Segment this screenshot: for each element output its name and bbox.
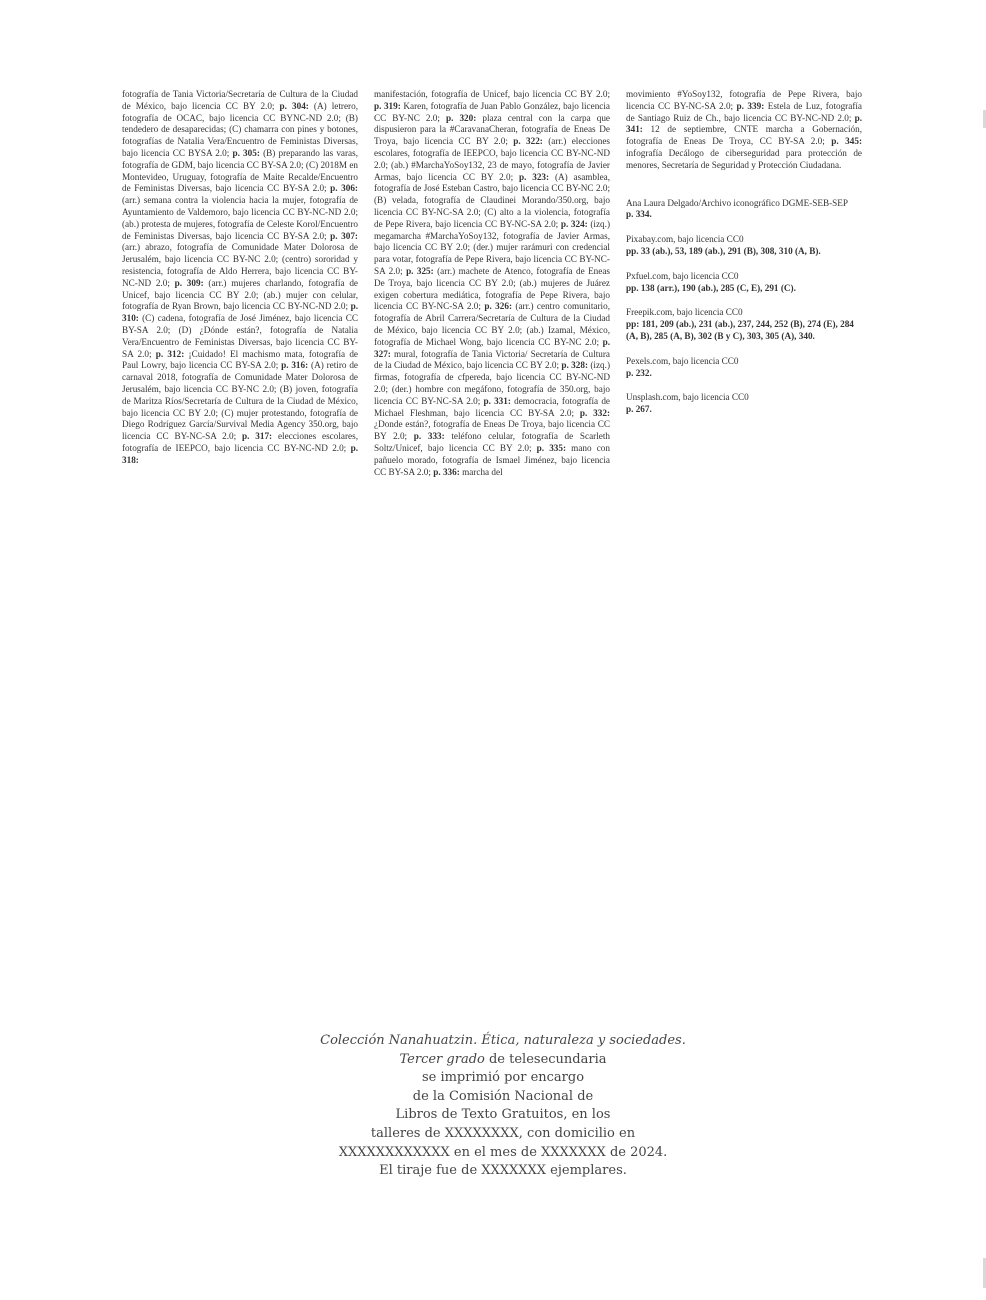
credit-text: (A) letrero, fotografía de OCAC, bajo licencia CC BYNC-ND 2.0; (B) tendedero de desaparecidas; (C) chamarra con pines y botones, fotografías de Natalia Vera/Encuentro de Feministas Diversas, bajo licencia CC BYSA 2.0; <box>122 100 358 158</box>
credit-text: democracia, fotografía de Michael Fleshman, bajo licencia CC BY-SA 2.0; <box>374 395 610 418</box>
page-reference: p. 306: <box>330 183 358 194</box>
page-reference: p. 339: <box>736 100 765 111</box>
page-reference: p. 336: <box>433 466 460 477</box>
colophon-grade: Tercer grado <box>399 1051 485 1067</box>
credits-column-3-paragraph <box>626 89 862 172</box>
colophon-line: XXXXXXXXXXXX en el mes de XXXXXXX de 2024. <box>338 1144 668 1160</box>
credit-text: manifestación, fotografía de Unicef, bajo licencia CC BY 2.0; <box>374 89 610 99</box>
page-reference: p. 322: <box>513 136 543 147</box>
credits-column-1 <box>122 89 358 467</box>
page-reference: p. 335: <box>536 442 567 453</box>
page-reference: p. 317: <box>242 431 273 442</box>
credit-block-pxfuel <box>626 271 862 295</box>
credit-text: (izq.) firmas, fotografía de cfpereda, bajo licencia CC BY-NC-ND 2.0; (der.) hombre con megáfono, fotografía de 350.org, bajo licencia CC BY-NC-SA 2.0; <box>374 360 610 406</box>
page-reference: p. 316: <box>281 360 309 371</box>
credit-text: elecciones escolares, fotografía de IEEPCO, bajo licencia CC BY-NC-ND 2.0; <box>122 431 358 453</box>
page-reference: p. 341: <box>626 112 862 135</box>
credit-source: Ana Laura Delgado/Archivo iconográfico DGME-SEB-SEP <box>626 197 848 208</box>
page-reference: p. 309: <box>174 277 204 288</box>
credit-source: Pixabay.com, bajo licencia CC0 <box>626 234 744 245</box>
credits-column-2 <box>374 89 610 478</box>
credit-text: (izq.) megamarcha #MarchaYoSoy132, fotografía de Javier Armas, bajo licencia CC BY 2.0; (der.) mujer rarámuri con credencial para votar, fotografía de Pepe Rivera, bajo licencia CC BY-NC-SA 2.0; <box>374 218 610 276</box>
page-reference: p. 345: <box>831 136 863 147</box>
credit-block-unsplash <box>626 392 862 416</box>
credit-text: ¿Donde están?, fotografía de Eneas De Troya, bajo licencia CC BY 2.0; <box>374 419 610 442</box>
page-reference: p. 327: <box>374 336 610 359</box>
colophon-line: de la Comisión Nacional de <box>412 1088 594 1104</box>
credit-pages: pp. 33 (ab.), 53, 189 (ab.), 291 (B), 308, 310 (A, B). <box>626 245 821 256</box>
credit-pages: p. 334. <box>626 209 652 220</box>
credit-text: mural, fotografía de Tania Victoria/ Secretaría de Cultura de la Ciudad de México, bajo licencia CC BY 2.0; <box>374 348 610 371</box>
credit-pages: p. 267. <box>626 404 652 415</box>
page-reference: p. 333: <box>413 431 445 442</box>
page-reference: p. 323: <box>518 171 550 182</box>
credit-text: (A) retiro de carnaval 2018, fotografía de Comunidade Mater Dolorosa de Jerusalém, bajo licencia CC BY-NC 2.0; (B) joven, fotografía de Maritza Ríos/Secretaría de Cultura de la Ciudad de México, bajo licencia CC BY 2.0; (C) mujer protestando, fotografía de Diego Rodríguez García/Survival Media Agency 350.org, bajo licencia CC BY-NC-SA 2.0; <box>122 360 358 442</box>
colophon-line: se imprimió por encargo <box>421 1070 585 1086</box>
credit-text: (arr.) mujeres charlando, fotografía de Unicef, bajo licencia CC BY 2.0; (ab.) mujer con celular, fotografía de Ryan Brown, bajo licencia CC BY-NC-ND 2.0; <box>122 277 358 312</box>
page-reference: p. 312: <box>155 348 185 359</box>
credit-text: ¡Cuidado! El machismo mata, fotografía de Paul Lowry, bajo licencia CC BY-SA 2.0; <box>122 348 358 371</box>
credit-block-archivo <box>626 198 862 222</box>
credit-source: Pexels.com, bajo licencia CC0 <box>626 355 739 366</box>
credit-source: Pxfuel.com, bajo licencia CC0 <box>626 270 739 281</box>
credit-text: (arr.) machete de Atenco, fotografía de Eneas De Troya, bajo licencia CC BY 2.0; (ab.) mujeres de Juárez exigen cobertura mediática, fotografía de Pepe Rivera, bajo licencia CC BY-NC-SA 2.0; <box>374 265 611 312</box>
page-reference: p. 318: <box>122 442 358 465</box>
credit-pages: pp: 181, 209 (ab.), 231 (ab.), 237, 244, 252 (B), 274 (E), 284 (A, B), 285 (A, B), 302 (B y C), 303, 305 (A), 340. <box>626 319 854 341</box>
credit-text: (arr.) centro comunitario, fotografía de Abril Carrera/Secretaría de Cultura de la Ciudad de México, bajo licencia CC BY 2.0; (ab.) Izamal, México, fotografía de Michael Wong, bajo licencia CC BY-NC 2.0; <box>374 301 610 347</box>
page-reference: p. 319: <box>374 100 401 111</box>
credit-source: Freepik.com, bajo licencia CC0 <box>626 307 743 318</box>
credit-text: Estela de Luz, fotografía de Santiago Ruiz de Ch., bajo licencia CC BY-NC-ND 2.0; <box>626 100 863 123</box>
page-reference: p. 325: <box>406 265 434 276</box>
credit-text: (B) preparando las varas, fotografía de GDM, bajo licencia CC BY-SA 2.0; (C) 2018M en Montevideo, Uruguay, fotografía de Maite Recalde/Encuentro de Feministas Diversas, bajo licencia CC BY-SA 2.0; <box>122 147 358 194</box>
credit-block-pixabay <box>626 234 862 258</box>
credit-text: (arr.) abrazo, fotografía de Comunidade Mater Dolorosa de Jerusalém, bajo licencia CC BY-NC 2.0; (centro) sororidad y resistencia, fotografía de Aldo Herrera, bajo licencia CC BY-NC-ND 2.0; <box>122 242 358 288</box>
credit-block-freepik <box>626 307 862 342</box>
page-reference: p. 305: <box>232 147 260 158</box>
credit-text: movimiento #YoSoy132, fotografía de Pepe Rivera, bajo licencia CC BY-NC-SA 2.0; <box>626 89 862 111</box>
colophon-line: talleres de XXXXXXXX, con domicilio en <box>370 1125 636 1141</box>
credit-text: plaza central con la carpa que dispusieron para la #CaravanaCheran, fotografía de Eneas De Troya, bajo licencia CC BY 2.0; <box>374 112 610 147</box>
credits-column-3 <box>626 89 862 429</box>
colophon-grade-line <box>260 1051 746 1070</box>
credit-source: Unsplash.com, bajo licencia CC0 <box>626 392 749 403</box>
page-reference: p. 304: <box>279 100 309 111</box>
colophon-level: de telesecundaria <box>484 1051 607 1067</box>
credit-text: (arr.) elecciones escolares, fotografía de IEEPCO, bajo licencia CC BY-NC-ND 2.0; (ab.) #MarchaYoSoy132, 23 de mayo, fotografía de Javier Armas, bajo licencia CC BY 2.0; <box>374 136 610 182</box>
credit-text: fotografía de Tania Victoria/Secretaría de Cultura de la Ciudad de México, bajo licencia CC BY 2.0; <box>122 89 358 111</box>
page-reference: p. 331: <box>483 395 511 406</box>
colophon-line: El tiraje fue de XXXXXXX ejemplares. <box>379 1163 627 1179</box>
credit-text: mano con pañuelo morado, fotografía de Ismael Jiménez, bajo licencia CC BY-SA 2.0; <box>374 442 610 477</box>
page-reference: p. 320: <box>446 112 477 123</box>
credit-text: (C) cadena, fotografía de José Jiménez, bajo licencia CC BY-SA 2.0; (D) ¿Dónde están?, fotografía de Natalia Vera/Encuentro de Feministas Diversas, bajo licencia CC BY-SA 2.0; <box>122 313 358 359</box>
page-reference: p. 310: <box>122 301 358 324</box>
page-reference: p. 326: <box>484 301 513 312</box>
credit-text: teléfono celular, fotografía de Scarleth Soltz/Unicef, bajo licencia CC BY 2.0; <box>374 431 610 453</box>
page-reference: p. 307: <box>330 230 358 241</box>
credit-text: (arr.) semana contra la violencia hacia la mujer, fotografía de Ayuntamiento de Valdemoro, bajo licencia CC BY-NC-ND 2.0; (ab.) protesta de mujeres, fotografía de Celeste Korol/Encuentro de Feministas Diversas, bajo licencia CC BY-SA 2.0; <box>122 195 358 241</box>
page-reference: p. 332: <box>579 407 611 418</box>
credit-text: (A) asamblea, fotografía de José Esteban Castro, bajo licencia CC BY-NC 2.0; (B) velada, fotografía de Claudinei Morando/350.org, bajo licencia CC BY-NC-SA 2.0; (C) alto a la violencia, fotografía de Pepe Rivera, bajo licencia CC BY-NC-SA 2.0; <box>374 171 611 229</box>
colophon <box>260 1032 746 1181</box>
colophon-collection-title: Colección Nanahuatzin. Ética, naturaleza y sociedades. <box>320 1033 686 1048</box>
credit-block-pexels <box>626 356 862 380</box>
colophon-line: Libros de Texto Gratuitos, en los <box>395 1107 611 1123</box>
credit-pages: p. 232. <box>626 367 652 378</box>
page-reference: p. 328: <box>561 360 589 371</box>
credit-text: marcha del <box>459 466 503 477</box>
credit-pages: pp. 138 (arr.), 190 (ab.), 285 (C, E), 291 (C). <box>626 282 796 293</box>
credit-text: 12 de septiembre, CNTE marcha a Gobernación, fotografía de Eneas De Troya, CC BY-SA 2.0; <box>626 124 862 147</box>
credit-text: Karen, fotografía de Juan Pablo González, bajo licencia CC BY-NC 2.0; <box>374 100 611 123</box>
page-reference: p. 324: <box>560 218 588 229</box>
credit-text: infografía Decálogo de ciberseguridad para protección de menores, Secretaría de Seguridad y Protección Ciudadana. <box>626 147 862 170</box>
